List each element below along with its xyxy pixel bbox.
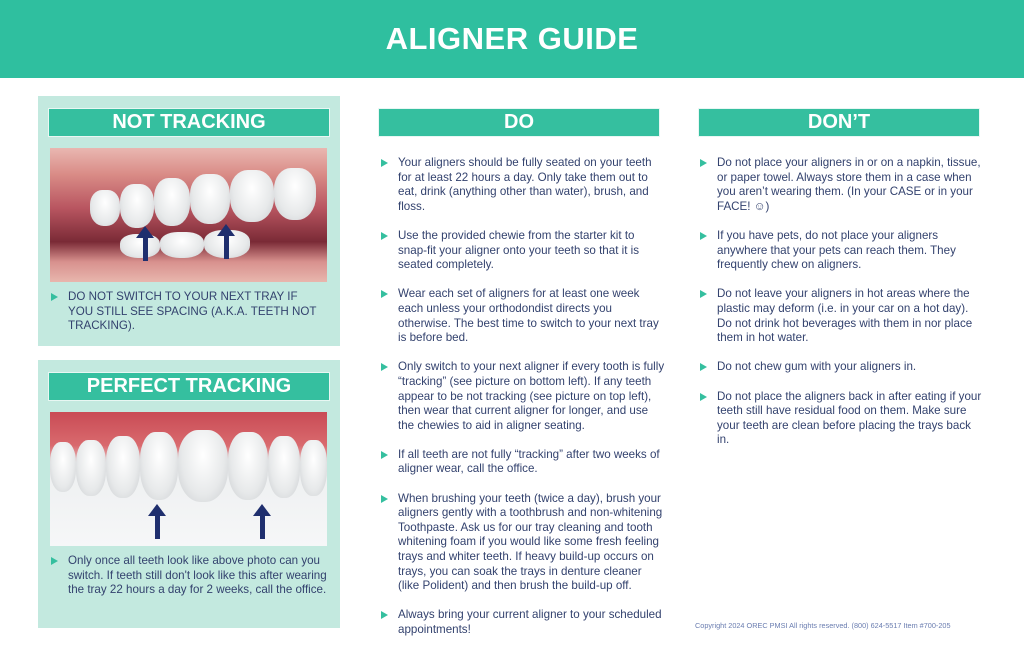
do-heading: DO (378, 108, 660, 137)
dont-item: Do not place the aligners back in after eating if your teeth still have residual food on them. Make sure your teeth are clean before placing the trays back in. (699, 390, 984, 448)
not-tracking-panel (38, 96, 340, 346)
copyright: Copyright 2024 OREC PMSI All rights reserved. (800) 624-5517 Item #700-205 (695, 621, 951, 630)
do-item: When brushing your teeth (twice a day), brush your aligners gently with a toothbrush and non-whitening Toothpaste. Ask us for our tray cleaning and tooth whitening foam if you would like some fresh feeling trays and whiter teeth. If heavy build-up occurs on trays, you can soak the trays in denture cleaner (like Polident) and then brush the build-up off. (380, 492, 665, 594)
not-tracking-photo (50, 148, 327, 282)
perfect-tracking-heading: PERFECT TRACKING (48, 372, 330, 401)
dont-item: Do not place your aligners in or on a napkin, tissue, or paper towel. Always store them in a case when you aren’t wearing them. (In your CASE or in your FACE! ☺) (699, 156, 984, 214)
do-item: Your aligners should be fully seated on your teeth for at least 22 hours a day. Only take them out to eat, drink (anything other than water), brush, and floss. (380, 156, 665, 214)
dont-item: Do not leave your aligners in hot areas where the plastic may deform (i.e. in your car on a hot day). Do not drink hot beverages with them in nor place them in hot water. (699, 287, 984, 345)
dont-heading: DON’T (698, 108, 980, 137)
dont-item: Do not chew gum with your aligners in. (699, 360, 984, 375)
do-list (380, 156, 665, 652)
do-item: If all teeth are not fully “tracking” after two weeks of aligner wear, call the office. (380, 448, 665, 477)
not-tracking-text: DO NOT SWITCH TO YOUR NEXT TRAY IF YOU STILL SEE SPACING (A.K.A. TEETH NOT TRACKING). (50, 290, 325, 334)
page-title: ALIGNER GUIDE (385, 21, 639, 56)
not-tracking-heading: NOT TRACKING (48, 108, 330, 137)
do-item: Always bring your current aligner to your scheduled appointments! (380, 608, 665, 637)
do-item: Only switch to your next aligner if every tooth is fully “tracking” (see picture on bottom left). If any teeth appear to be not tracking (see picture on top left), then wear that current aligner for longer, and use the chewies to aid in aligner seating. (380, 360, 665, 433)
perfect-tracking-text: Only once all teeth look like above photo can you switch. If teeth still don't look like this after wearing the tray 22 hours a day for 2 weeks, call the office. (50, 554, 328, 598)
do-item: Use the provided chewie from the starter kit to snap-fit your aligner onto your teeth so that it is seated completely. (380, 229, 665, 273)
do-item: Wear each set of aligners for at least one week each unless your orthodondist directs you otherwise. The best time to switch to your next tray is before bed. (380, 287, 665, 345)
title-banner (0, 0, 1024, 78)
dont-list (699, 156, 984, 462)
perfect-tracking-panel (38, 360, 340, 628)
perfect-tracking-photo (50, 412, 327, 546)
dont-item: If you have pets, do not place your aligners anywhere that your pets can reach them. They frequently chew on aligners. (699, 229, 984, 273)
